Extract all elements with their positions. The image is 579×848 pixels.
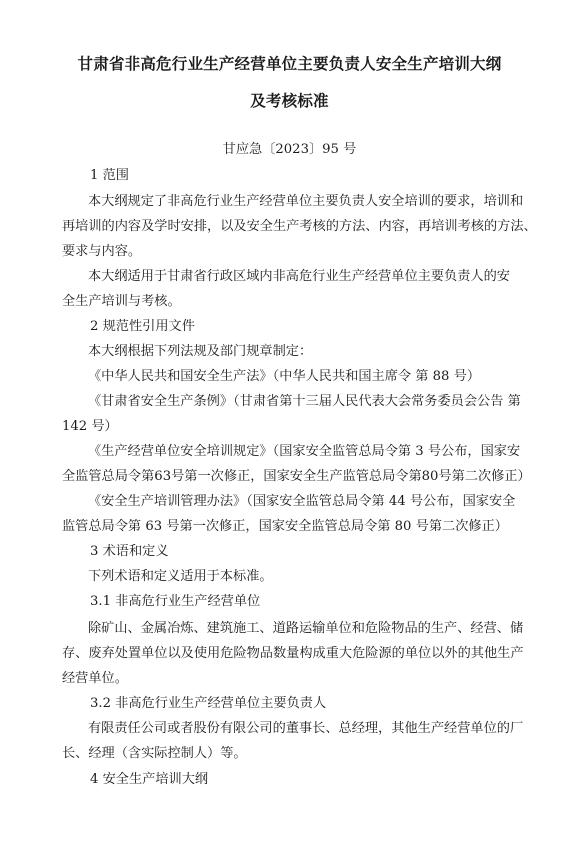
paragraph-line: 除矿山、金属冶炼、建筑施工、道路运输单位和危险物品的生产、经营、储: [88, 621, 524, 636]
reference-item: 《中华人民共和国安全生产法》（中华人民共和国主席令 第 88 号）: [88, 369, 481, 384]
section-heading-references: 2 规范性引用文件: [90, 319, 195, 334]
section-heading-training-outline: 4 安全生产培训大纲: [90, 772, 209, 787]
document-number: 甘应急〔2023〕95 号: [222, 142, 357, 157]
reference-item: 《生产经营单位安全培训规定》（国家安全监管总局令第 3 号公布，国家安: [88, 444, 521, 459]
reference-item: 《甘肃省安全生产条例》（甘肃省第十三届人民代表大会常务委员会公告 第: [88, 394, 521, 409]
paragraph-line: 长、经理（含实际控制人）等。: [62, 746, 247, 761]
paragraph-line: 本大纲规定了非高危行业生产经营单位主要负责人安全培训的要求，培训和: [88, 194, 524, 209]
subsection-heading-3-1: 3.1 非高危行业生产经营单位: [90, 594, 261, 609]
reference-item-continued: 全监管总局令第63号第一次修正，国家安全生产监管总局令第80号第二次修正）: [62, 469, 531, 484]
paragraph-line: 全生产培训与考核。: [62, 294, 181, 309]
paragraph-line: 本大纲适用于甘肃省行政区域内非高危行业生产经营单位主要负责人的安: [88, 269, 510, 284]
section-heading-scope: 1 范围: [90, 168, 129, 183]
subsection-heading-3-2: 3.2 非高危行业生产经营单位主要负责人: [90, 696, 327, 711]
document-title-line-2: 及考核标准: [250, 92, 329, 110]
paragraph-line: 存、废弃处置单位以及使用危险物品数量构成重大危险源的单位以外的其他生产: [62, 646, 524, 661]
paragraph-line: 要求与内容。: [62, 244, 142, 259]
reference-item-continued: 142 号）: [62, 419, 118, 434]
reference-item-continued: 监管总局令第 63 号第一次修正，国家安全监管总局令第 80 号第二次修正）: [62, 519, 508, 534]
paragraph-line: 再培训的内容及学时安排，以及安全生产考核的方法、内容，再培训考核的方法、: [62, 219, 537, 234]
section-heading-terms: 3 术语和定义: [90, 544, 169, 559]
reference-item: 《安全生产培训管理办法》（国家安全监管总局令第 44 号公布，国家安全: [88, 494, 516, 509]
document-title-line-1: 甘肃省非高危行业生产经营单位主要负责人安全生产培训大纲: [77, 55, 502, 73]
paragraph-line: 本大纲根据下列法规及部门规章制定：: [88, 344, 313, 359]
paragraph-line: 有限责任公司或者股份有限公司的董事长、总经理，其他生产经营单位的厂: [88, 721, 524, 736]
paragraph-line: 经营单位。: [62, 671, 128, 686]
paragraph-line: 下列术语和定义适用于本标准。: [88, 569, 273, 584]
